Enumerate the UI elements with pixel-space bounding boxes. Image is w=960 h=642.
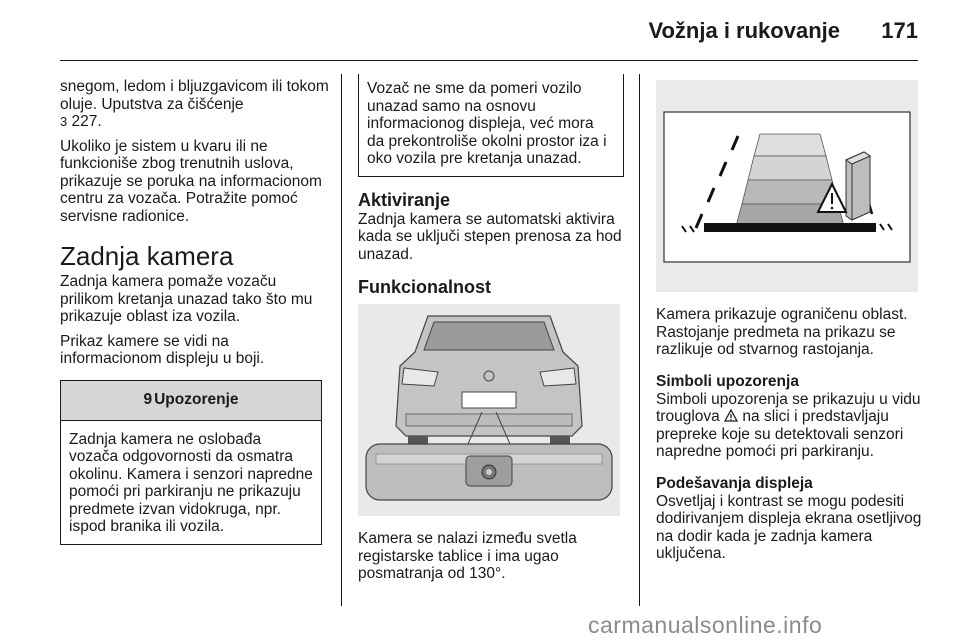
paragraph	[60, 78, 330, 131]
paragraph: Prikaz kamere se vidi na informacionom displeju u boji.	[60, 332, 265, 367]
warning-box	[60, 380, 322, 545]
column-left	[60, 78, 330, 545]
paragraph: Zadnja kamera se automatski aktivira kada se uključi stepen prenosa za hod unazad.	[358, 210, 622, 263]
section-heading: Zadnja kamera	[60, 241, 234, 271]
section-title: Vožnja i rukovanje	[648, 18, 840, 43]
column-middle	[358, 78, 628, 590]
subsection-heading: Simboli upozorenja	[656, 372, 799, 390]
caution-note-box	[358, 74, 624, 177]
paragraph: Ukoliko je sistem u kvaru ili ne funkcioniše zbog trenutnih uslova, prikazuje se poruka na informacionom centru za vozača. Potražite pomoć servisne radionice.	[60, 137, 322, 225]
figure-caption: Kamera se nalazi između svetla registarske tablice i ima ugao posmatranja od 130°.	[358, 530, 577, 582]
page-number: 171	[881, 18, 918, 43]
subsection-heading: Aktiviranje	[358, 189, 451, 210]
warning-title: Upozorenje	[154, 391, 239, 409]
subsection-heading: Podešavanja displeja	[656, 474, 813, 492]
warning-triangle-icon: 9	[143, 391, 153, 409]
column-divider	[639, 74, 640, 606]
paragraph-text: snegom, ledom i bljuzgavicom ili tokom oluje. Uputstva za čišćenje	[60, 78, 329, 113]
warning-box-header	[61, 381, 321, 421]
paragraph-text: na slici i predstavljaju prepreke koje su detektovali senzori napredne pomoći pri parkiranju.	[656, 408, 904, 460]
warning-triangle-icon	[724, 409, 738, 422]
page-header	[0, 0, 960, 62]
column-divider	[341, 74, 342, 606]
rear-camera-illustration	[358, 304, 620, 516]
paragraph: Osvetljaj i kontrast se mogu podesiti dodirivanjem displeja ekrana osetljivog na dodir kada je zadnja kamera uključena.	[656, 492, 922, 562]
paragraph	[656, 391, 926, 461]
caution-note-text: Vozač ne sme da pomeri vozilo unazad samo na osnovu informacionog displeja, već mora da prekontroliše okolni prostor iza i oko vozila pre kretanja unazad.	[367, 80, 607, 167]
page-ref-link[interactable]: 227.	[71, 113, 102, 130]
watermark: carmanualsonline.info	[588, 612, 823, 638]
paragraph-text: Simboli upozorenja se prikazuju u vidu trouglova	[656, 390, 921, 425]
warning-text: Zadnja kamera ne oslobađa vozača odgovornosti da osmatra okolinu. Kamera i senzori napredne pomoći pri parkiranju ne prikazuju predmete izvan vidokruga, npr. ispod branika ili vozila.	[69, 430, 313, 535]
paragraph: Kamera prikazuje ograničenu oblast. Rastojanje predmeta na prikazu se razlikuje od stvarnog rastojanja.	[656, 306, 908, 358]
page-ref-arrow-icon: 3	[60, 114, 68, 129]
subsection-heading: Funkcionalnost	[358, 277, 492, 297]
camera-display-illustration	[656, 80, 918, 292]
header-rule	[60, 60, 918, 61]
paragraph: Zadnja kamera pomaže vozaču prilikom kretanja unazad tako što mu prikazuje oblast iza vozila.	[60, 273, 313, 325]
column-right	[656, 78, 926, 570]
